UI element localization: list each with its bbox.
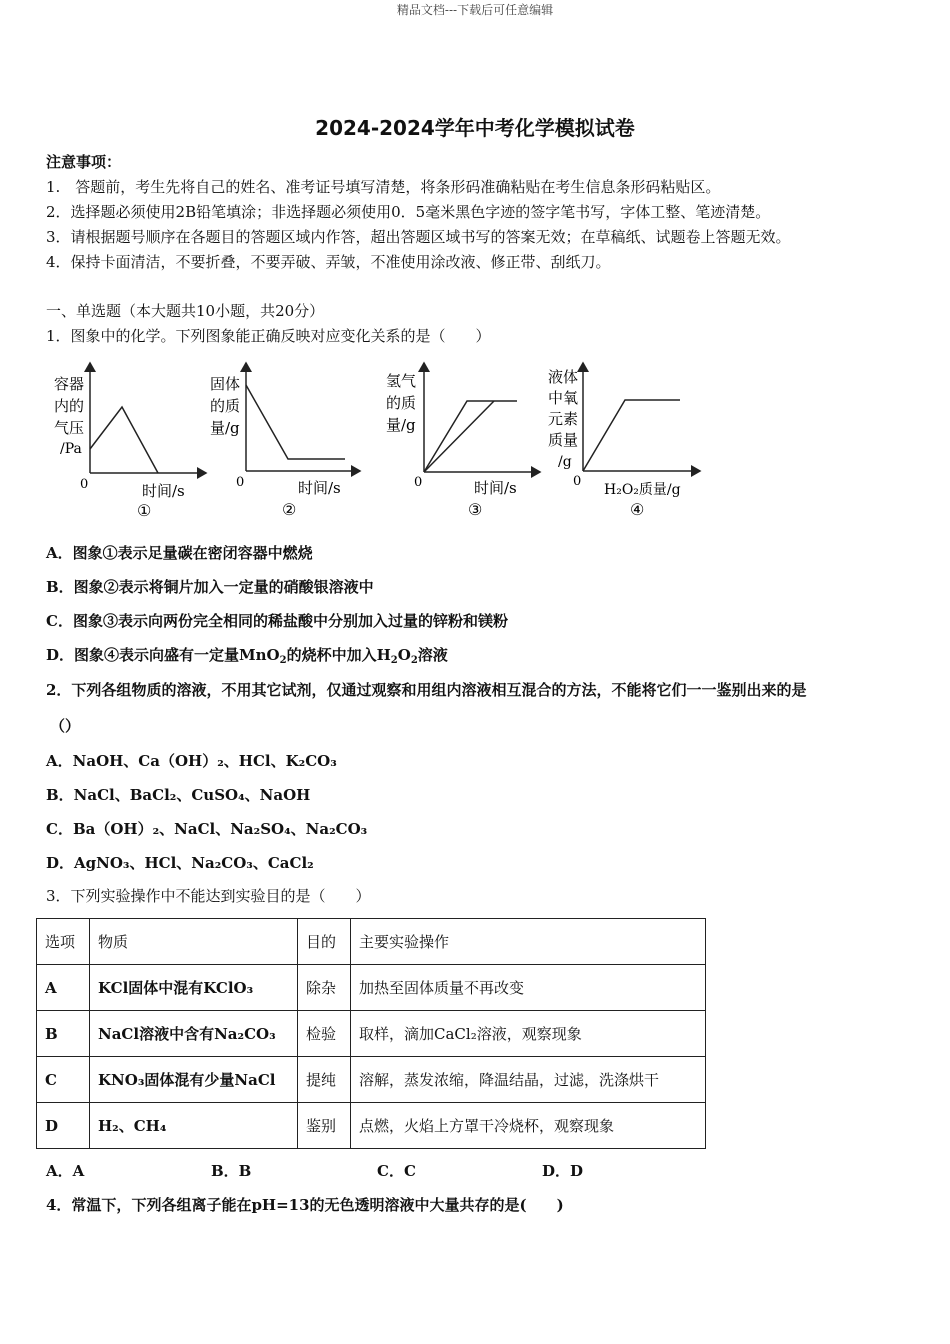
graph-1-ylabel-1: 容器 bbox=[54, 375, 85, 393]
table-row bbox=[37, 965, 706, 1011]
table-row bbox=[37, 1011, 706, 1057]
notice-heading: 注意事项： bbox=[46, 153, 122, 171]
q1-option-c: C．图象③表示向两份完全相同的稀盐酸中分别加入过量的锌粉和镁粉 bbox=[46, 612, 508, 630]
table-cell: D bbox=[37, 1103, 90, 1149]
table-cell: 点燃，火焰上方罩干冷烧杯，观察现象 bbox=[351, 1103, 706, 1149]
q1-option-d: D．图象④表示向盛有一定量MnO$_2$的烧杯中加入$H_2O_2$溶液 bbox=[46, 646, 448, 666]
graph-4-ylabel-5: /g bbox=[558, 454, 572, 470]
notice-item-3: 3．请根据题号顺序在各题目的答题区域内作答，超出答题区域书写的答案无效；在草稿纸、试题卷上答题无效。 bbox=[46, 228, 791, 246]
graph-2 bbox=[210, 363, 360, 519]
q3-answer-d: D．D bbox=[542, 1162, 584, 1180]
table-cell: B bbox=[37, 1011, 90, 1057]
graph-1 bbox=[54, 363, 206, 520]
q2-stem-bracket: （） bbox=[50, 717, 81, 735]
graph-1-ylabel-2: 内的 bbox=[54, 397, 85, 415]
q2-option-c: C．Ba（OH）₂、NaCl、Na₂SO₄、Na₂CO₃ bbox=[46, 820, 368, 838]
graph-1-ylabel-4: /Pa bbox=[60, 441, 82, 457]
page-header: 精品文档---下载后可任意编辑 bbox=[396, 3, 554, 17]
q3-answer-a: A．A bbox=[46, 1162, 85, 1180]
notice-item-4: 4．保持卡面清洁，不要折叠，不要弄破、弄皱，不准使用涂改液、修正带、刮纸刀。 bbox=[46, 253, 611, 271]
graph-2-number: ② bbox=[282, 500, 297, 519]
graph-4-xlabel: H₂O₂质量/g bbox=[604, 482, 681, 498]
graph-4 bbox=[548, 363, 700, 519]
graph-3 bbox=[386, 363, 540, 519]
table-header-row bbox=[37, 919, 706, 965]
table-cell: 取样，滴加CaCl₂溶液，观察现象 bbox=[351, 1011, 706, 1057]
graph-4-ylabel-3: 元素 bbox=[548, 410, 579, 428]
q2-option-a: A．NaOH、Ca（OH）₂、HCl、K₂CO₃ bbox=[46, 752, 337, 770]
q2-option-b: B．NaCl、BaCl₂、CuSO₄、NaOH bbox=[46, 786, 311, 804]
graph-3-ylabel-2: 的质 bbox=[386, 394, 417, 412]
graph-2-ylabel-1: 固体 bbox=[210, 375, 241, 393]
graph-2-ylabel-2: 的质 bbox=[210, 397, 241, 415]
page-title: 2024-2024学年中考化学模拟试卷 bbox=[315, 116, 635, 140]
q3-answer-c: C．C bbox=[377, 1162, 416, 1180]
graph-2-origin: 0 bbox=[236, 475, 245, 490]
graph-2-ylabel-3: 量/g bbox=[210, 419, 240, 437]
graph-2-curve bbox=[246, 385, 345, 459]
table-header-cell: 主要实验操作 bbox=[351, 919, 706, 965]
graph-3-number: ③ bbox=[468, 500, 483, 519]
section-heading: 一、单选题（本大题共10小题，共20分） bbox=[46, 302, 325, 320]
table-cell: KNO₃固体混有少量NaCl bbox=[90, 1057, 298, 1103]
notice-item-1: 1. 答题前，考生先将自己的姓名、准考证号填写清楚，将条形码准确粘贴在考生信息条形码粘贴区。 bbox=[46, 178, 721, 196]
q3-answer-b: B．B bbox=[211, 1162, 252, 1180]
q3-stem: 3．下列实验操作中不能达到实验目的是（ ） bbox=[46, 887, 371, 905]
graph-4-ylabel-2: 中氧 bbox=[548, 389, 579, 407]
table-cell: 加热至固体质量不再改变 bbox=[351, 965, 706, 1011]
q1-option-a: A．图象①表示足量碳在密闭容器中燃烧 bbox=[46, 544, 313, 562]
table-cell: KCl固体中混有KClO₃ bbox=[90, 965, 298, 1011]
table-cell: A bbox=[37, 965, 90, 1011]
q4-stem: 4．常温下，下列各组离子能在pH=13的无色透明溶液中大量共存的是( ) bbox=[46, 1196, 564, 1214]
graph-3-xlabel: 时间/s bbox=[474, 479, 517, 497]
table-cell: H₂、CH₄ bbox=[90, 1103, 298, 1149]
graph-1-origin: 0 bbox=[80, 477, 89, 492]
graph-4-number: ④ bbox=[630, 500, 645, 519]
graph-3-curve-mg bbox=[424, 401, 517, 472]
q2-option-d: D．AgNO₃、HCl、Na₂CO₃、CaCl₂ bbox=[46, 854, 314, 872]
table-row bbox=[37, 1103, 706, 1149]
table-cell: NaCl溶液中含有Na₂CO₃ bbox=[90, 1011, 298, 1057]
q1-option-b: B．图象②表示将铜片加入一定量的硝酸银溶液中 bbox=[46, 578, 374, 596]
table-cell: 溶解，蒸发浓缩，降温结晶，过滤，洗涤烘干 bbox=[351, 1057, 706, 1103]
graph-1-curve bbox=[90, 407, 158, 473]
graph-2-xlabel: 时间/s bbox=[298, 479, 341, 497]
table-cell: 提纯 bbox=[298, 1057, 351, 1103]
table-row bbox=[37, 1057, 706, 1103]
graph-3-ylabel-1: 氢气 bbox=[386, 372, 417, 390]
table-cell: 鉴别 bbox=[298, 1103, 351, 1149]
graph-3-origin: 0 bbox=[414, 475, 423, 490]
graph-3-curve-zn bbox=[424, 401, 494, 472]
table-header-cell: 物质 bbox=[90, 919, 298, 965]
q1-graphs bbox=[40, 355, 720, 525]
graph-1-xlabel: 时间/s bbox=[142, 482, 185, 500]
graph-4-origin: 0 bbox=[573, 474, 582, 489]
graph-4-ylabel-4: 质量 bbox=[548, 431, 579, 449]
table-cell: C bbox=[37, 1057, 90, 1103]
q1-stem: 1．图象中的化学。下列图象能正确反映对应变化关系的是（ ） bbox=[46, 327, 491, 345]
q2-stem: 2．下列各组物质的溶液，不用其它试剂，仅通过观察和用组内溶液相互混合的方法，不能将它们一一鉴别出来的是 bbox=[46, 681, 807, 699]
q3-table bbox=[36, 918, 706, 1149]
graph-1-number: ① bbox=[137, 501, 152, 520]
table-header-cell: 目的 bbox=[298, 919, 351, 965]
graph-4-ylabel-1: 液体 bbox=[548, 368, 579, 386]
graph-4-curve bbox=[583, 400, 680, 471]
notice-item-2: 2．选择题必须使用2B铅笔填涂；非选择题必须使用0．5毫米黑色字迹的签字笔书写，字体工整、笔迹清楚。 bbox=[46, 203, 771, 221]
table-cell: 除杂 bbox=[298, 965, 351, 1011]
table-header-cell: 选项 bbox=[37, 919, 90, 965]
graph-1-ylabel-3: 气压 bbox=[54, 419, 85, 437]
table-cell: 检验 bbox=[298, 1011, 351, 1057]
graph-3-ylabel-3: 量/g bbox=[386, 416, 416, 434]
